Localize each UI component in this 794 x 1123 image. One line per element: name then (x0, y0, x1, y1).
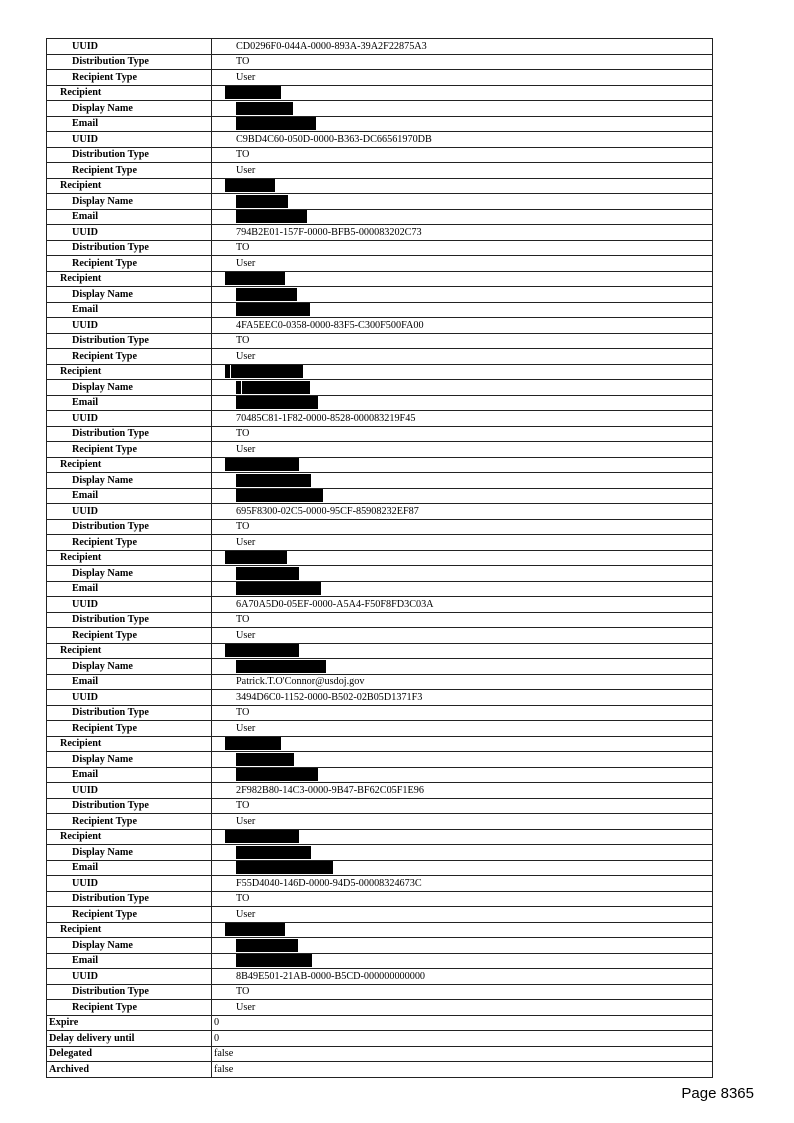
email-row (47, 953, 713, 969)
display-name-row-label: Display Name (47, 101, 212, 117)
value-text: C9BD4C60-050D-0000-B363-DC66561970DB (236, 133, 432, 145)
recipient-type-row-value (212, 349, 713, 365)
display-name-row-value (212, 845, 713, 861)
distribution-type-row-label: Distribution Type (47, 798, 212, 814)
email-row-value (212, 209, 713, 225)
recipient-row (47, 829, 713, 845)
value-text: CD0296F0-044A-0000-893A-39A2F22875A3 (236, 40, 427, 52)
value-text: User (236, 536, 256, 548)
display-name-row (47, 938, 713, 954)
recipient-row-label: Recipient (47, 85, 212, 101)
redaction-block (236, 102, 293, 115)
property-row-value (212, 1046, 713, 1062)
distribution-type-row-label: Distribution Type (47, 333, 212, 349)
redaction-block (236, 195, 288, 208)
value-text: TO (236, 428, 250, 440)
value-text: 3494D6C0-1152-0000-B502-02B05D1371F3 (236, 691, 423, 703)
distribution-type-row-label: Distribution Type (47, 612, 212, 628)
value-text: User (236, 257, 256, 269)
property-row-label: Archived (47, 1062, 212, 1078)
value-text: TO (236, 335, 250, 347)
value-text: TO (236, 707, 250, 719)
display-name-row-label: Display Name (47, 659, 212, 675)
display-name-row-label: Display Name (47, 752, 212, 768)
value-text: User (236, 629, 256, 641)
page-number: Page 8365 (681, 1085, 754, 1102)
recipient-type-row (47, 163, 713, 179)
display-name-row-label: Display Name (47, 380, 212, 396)
email-row-label: Email (47, 395, 212, 411)
redaction-block (236, 753, 294, 766)
redaction-block (225, 551, 287, 564)
email-row (47, 674, 713, 690)
email-row-label: Email (47, 488, 212, 504)
distribution-type-row-label: Distribution Type (47, 984, 212, 1000)
display-name-row-value (212, 938, 713, 954)
display-name-row-label: Display Name (47, 194, 212, 210)
value-text: 4FA5EEC0-0358-0000-83F5-C300F500FA00 (236, 319, 424, 331)
email-row (47, 116, 713, 132)
email-row-value (212, 116, 713, 132)
uuid-row-label: UUID (47, 783, 212, 799)
distribution-type-row-label: Distribution Type (47, 426, 212, 442)
distribution-type-row (47, 426, 713, 442)
value-text: 0 (214, 1032, 220, 1044)
recipient-type-row-label: Recipient Type (47, 163, 212, 179)
uuid-row (47, 876, 713, 892)
redaction-block (231, 365, 303, 378)
distribution-type-row-value (212, 984, 713, 1000)
redaction-block (225, 644, 299, 657)
display-name-row (47, 566, 713, 582)
recipient-row (47, 736, 713, 752)
email-row (47, 860, 713, 876)
distribution-type-row-value (212, 705, 713, 721)
value-text: TO (236, 521, 250, 533)
recipient-type-row (47, 814, 713, 830)
redaction-block (236, 303, 310, 316)
recipient-row-label: Recipient (47, 271, 212, 287)
redaction-block (236, 288, 297, 301)
value-text: TO (236, 614, 250, 626)
recipient-type-row (47, 535, 713, 551)
uuid-row (47, 225, 713, 241)
redaction-block (225, 86, 281, 99)
recipient-type-row (47, 1000, 713, 1016)
redaction-block (236, 489, 323, 502)
email-row (47, 767, 713, 783)
uuid-row-value (212, 783, 713, 799)
uuid-row-value (212, 132, 713, 148)
uuid-row (47, 504, 713, 520)
uuid-row-label: UUID (47, 411, 212, 427)
value-text: User (236, 71, 256, 83)
value-text: User (236, 722, 256, 734)
value-text: Patrick.T.O'Connor@usdoj.gov (236, 676, 365, 688)
redaction-block (225, 737, 281, 750)
recipient-type-row (47, 70, 713, 86)
recipient-row-value (212, 922, 713, 938)
value-text: User (236, 908, 256, 920)
distribution-type-row (47, 54, 713, 70)
recipient-row-value (212, 643, 713, 659)
distribution-type-row-value (212, 891, 713, 907)
redaction-block (236, 582, 321, 595)
property-row-value (212, 1062, 713, 1078)
email-row-value (212, 302, 713, 318)
property-row (47, 1031, 713, 1047)
value-text: User (236, 1001, 256, 1013)
value-text: TO (236, 800, 250, 812)
value-text: TO (236, 242, 250, 254)
display-name-row-value (212, 752, 713, 768)
property-row (47, 1015, 713, 1031)
recipient-row-label: Recipient (47, 550, 212, 566)
recipient-type-row-value (212, 814, 713, 830)
uuid-row-label: UUID (47, 504, 212, 520)
recipient-type-row-value (212, 535, 713, 551)
redaction-block (225, 179, 275, 192)
recipient-type-row (47, 442, 713, 458)
display-name-row (47, 101, 713, 117)
value-text: 6A70A5D0-05EF-0000-A5A4-F50F8FD3C03A (236, 598, 434, 610)
value-text: TO (236, 986, 250, 998)
value-text: F55D4040-146D-0000-94D5-00008324673C (236, 877, 422, 889)
property-row-label: Expire (47, 1015, 212, 1031)
email-row-label: Email (47, 953, 212, 969)
redaction-block (236, 861, 333, 874)
email-row-label: Email (47, 860, 212, 876)
recipient-row-value (212, 829, 713, 845)
display-name-row-label: Display Name (47, 845, 212, 861)
value-text: User (236, 815, 256, 827)
uuid-row (47, 318, 713, 334)
value-text: User (236, 164, 256, 176)
display-name-row-label: Display Name (47, 473, 212, 489)
email-row (47, 209, 713, 225)
email-row-value (212, 674, 713, 690)
recipient-row-value (212, 457, 713, 473)
value-text: User (236, 350, 256, 362)
redaction-block (236, 846, 311, 859)
recipient-row-value (212, 736, 713, 752)
recipient-type-row-label: Recipient Type (47, 256, 212, 272)
distribution-type-row-label: Distribution Type (47, 54, 212, 70)
recipient-type-row-value (212, 721, 713, 737)
distribution-type-row-value (212, 519, 713, 535)
uuid-row (47, 597, 713, 613)
value-text: TO (236, 149, 250, 161)
recipient-type-row-value (212, 70, 713, 86)
recipient-type-row-value (212, 907, 713, 923)
recipient-type-row-label: Recipient Type (47, 814, 212, 830)
uuid-row-value (212, 690, 713, 706)
distribution-type-row-value (212, 612, 713, 628)
recipient-row (47, 643, 713, 659)
redaction-block (236, 567, 299, 580)
uuid-row (47, 969, 713, 985)
uuid-row-label: UUID (47, 690, 212, 706)
display-name-row-value (212, 287, 713, 303)
redaction-block (225, 923, 285, 936)
property-row-label: Delay delivery until (47, 1031, 212, 1047)
uuid-row-label: UUID (47, 969, 212, 985)
property-row (47, 1062, 713, 1078)
redaction-block (236, 117, 316, 130)
value-text: 794B2E01-157F-0000-BFB5-000083202C73 (236, 226, 422, 238)
distribution-type-row (47, 705, 713, 721)
uuid-row-value (212, 411, 713, 427)
property-row-value (212, 1015, 713, 1031)
distribution-type-row (47, 519, 713, 535)
uuid-row-value (212, 597, 713, 613)
value-text: false (214, 1048, 234, 1060)
recipient-row-label: Recipient (47, 364, 212, 380)
recipient-type-row-label: Recipient Type (47, 535, 212, 551)
redaction-block (225, 830, 299, 843)
recipient-row-label: Recipient (47, 922, 212, 938)
redaction-block (225, 365, 230, 378)
recipient-row-value (212, 364, 713, 380)
email-row-value (212, 860, 713, 876)
distribution-type-row-label: Distribution Type (47, 519, 212, 535)
value-text: 0 (214, 1017, 220, 1029)
display-name-row-label: Display Name (47, 287, 212, 303)
distribution-type-row (47, 984, 713, 1000)
uuid-row-label: UUID (47, 318, 212, 334)
recipient-row-value (212, 550, 713, 566)
uuid-row-label: UUID (47, 876, 212, 892)
uuid-row-value (212, 504, 713, 520)
email-row-value (212, 581, 713, 597)
email-row (47, 395, 713, 411)
display-name-row-value (212, 380, 713, 396)
email-row (47, 302, 713, 318)
uuid-row-label: UUID (47, 132, 212, 148)
distribution-type-row-value (212, 240, 713, 256)
recipient-row (47, 922, 713, 938)
redaction-block (225, 272, 285, 285)
uuid-row-value (212, 225, 713, 241)
redaction-block (236, 939, 298, 952)
recipient-row-value (212, 85, 713, 101)
redaction-block (236, 954, 312, 967)
recipient-row (47, 550, 713, 566)
redaction-block (225, 458, 299, 471)
uuid-row-value (212, 969, 713, 985)
display-name-row-value (212, 473, 713, 489)
display-name-row (47, 845, 713, 861)
recipient-type-row-label: Recipient Type (47, 442, 212, 458)
email-row (47, 581, 713, 597)
recipient-type-row (47, 349, 713, 365)
redaction-block (242, 381, 310, 394)
distribution-type-row-value (212, 798, 713, 814)
value-text: 2F982B80-14C3-0000-9B47-BF62C05F1E96 (236, 784, 424, 796)
display-name-row (47, 752, 713, 768)
uuid-row (47, 690, 713, 706)
display-name-row (47, 659, 713, 675)
distribution-type-row-value (212, 54, 713, 70)
uuid-row (47, 783, 713, 799)
uuid-row-label: UUID (47, 597, 212, 613)
distribution-type-row-label: Distribution Type (47, 705, 212, 721)
property-row-value (212, 1031, 713, 1047)
recipient-type-row-value (212, 442, 713, 458)
message-properties-table (46, 38, 713, 1078)
recipient-type-row-label: Recipient Type (47, 1000, 212, 1016)
email-row-label: Email (47, 581, 212, 597)
uuid-row (47, 411, 713, 427)
redaction-block (236, 474, 311, 487)
recipient-row-value (212, 271, 713, 287)
distribution-type-row-label: Distribution Type (47, 147, 212, 163)
recipient-type-row-label: Recipient Type (47, 628, 212, 644)
email-row-value (212, 395, 713, 411)
email-row-label: Email (47, 674, 212, 690)
redaction-block (236, 660, 326, 673)
recipient-type-row (47, 628, 713, 644)
email-row-label: Email (47, 767, 212, 783)
recipient-type-row-label: Recipient Type (47, 70, 212, 86)
email-row-value (212, 953, 713, 969)
uuid-row-label: UUID (47, 225, 212, 241)
property-row (47, 1046, 713, 1062)
recipient-type-row-value (212, 256, 713, 272)
distribution-type-row-value (212, 147, 713, 163)
property-row-label: Delegated (47, 1046, 212, 1062)
distribution-type-row (47, 798, 713, 814)
display-name-row-value (212, 194, 713, 210)
value-text: 70485C81-1F82-0000-8528-000083219F45 (236, 412, 416, 424)
recipient-row (47, 271, 713, 287)
display-name-row (47, 380, 713, 396)
recipient-type-row-label: Recipient Type (47, 349, 212, 365)
recipient-type-row-value (212, 628, 713, 644)
value-text: TO (236, 893, 250, 905)
recipient-row (47, 457, 713, 473)
display-name-row (47, 473, 713, 489)
value-text: false (214, 1063, 234, 1075)
value-text: User (236, 443, 256, 455)
email-row-label: Email (47, 302, 212, 318)
distribution-type-row-label: Distribution Type (47, 891, 212, 907)
display-name-row-label: Display Name (47, 938, 212, 954)
distribution-type-row (47, 240, 713, 256)
uuid-row-value (212, 39, 713, 55)
display-name-row (47, 194, 713, 210)
recipient-row-label: Recipient (47, 457, 212, 473)
recipient-type-row (47, 256, 713, 272)
recipient-row (47, 178, 713, 194)
value-text: 8B49E501-21AB-0000-B5CD-000000000000 (236, 970, 426, 982)
distribution-type-row-label: Distribution Type (47, 240, 212, 256)
display-name-row-value (212, 659, 713, 675)
uuid-row-value (212, 876, 713, 892)
distribution-type-row-value (212, 426, 713, 442)
display-name-row-value (212, 566, 713, 582)
distribution-type-row (47, 891, 713, 907)
email-row-label: Email (47, 209, 212, 225)
email-row (47, 488, 713, 504)
recipient-type-row-label: Recipient Type (47, 907, 212, 923)
recipient-row-label: Recipient (47, 736, 212, 752)
distribution-type-row (47, 612, 713, 628)
display-name-row-label: Display Name (47, 566, 212, 582)
value-text: TO (236, 56, 250, 68)
uuid-row (47, 132, 713, 148)
recipient-row-label: Recipient (47, 178, 212, 194)
distribution-type-row (47, 333, 713, 349)
redaction-block (236, 381, 241, 394)
recipient-row-value (212, 178, 713, 194)
recipient-row (47, 364, 713, 380)
recipient-row-label: Recipient (47, 829, 212, 845)
value-text: 695F8300-02C5-0000-95CF-85908232EF87 (236, 505, 419, 517)
recipient-row (47, 85, 713, 101)
redaction-block (236, 396, 318, 409)
recipient-type-row-value (212, 1000, 713, 1016)
recipient-type-row (47, 907, 713, 923)
redaction-block (236, 210, 307, 223)
recipient-type-row-value (212, 163, 713, 179)
recipient-type-row-label: Recipient Type (47, 721, 212, 737)
recipient-row-label: Recipient (47, 643, 212, 659)
redaction-block (236, 768, 318, 781)
email-row-value (212, 767, 713, 783)
uuid-row-value (212, 318, 713, 334)
uuid-row-label: UUID (47, 39, 212, 55)
email-row-label: Email (47, 116, 212, 132)
distribution-type-row (47, 147, 713, 163)
display-name-row (47, 287, 713, 303)
distribution-type-row-value (212, 333, 713, 349)
email-row-value (212, 488, 713, 504)
uuid-row (47, 39, 713, 55)
recipient-type-row (47, 721, 713, 737)
display-name-row-value (212, 101, 713, 117)
table-body (47, 39, 713, 1078)
